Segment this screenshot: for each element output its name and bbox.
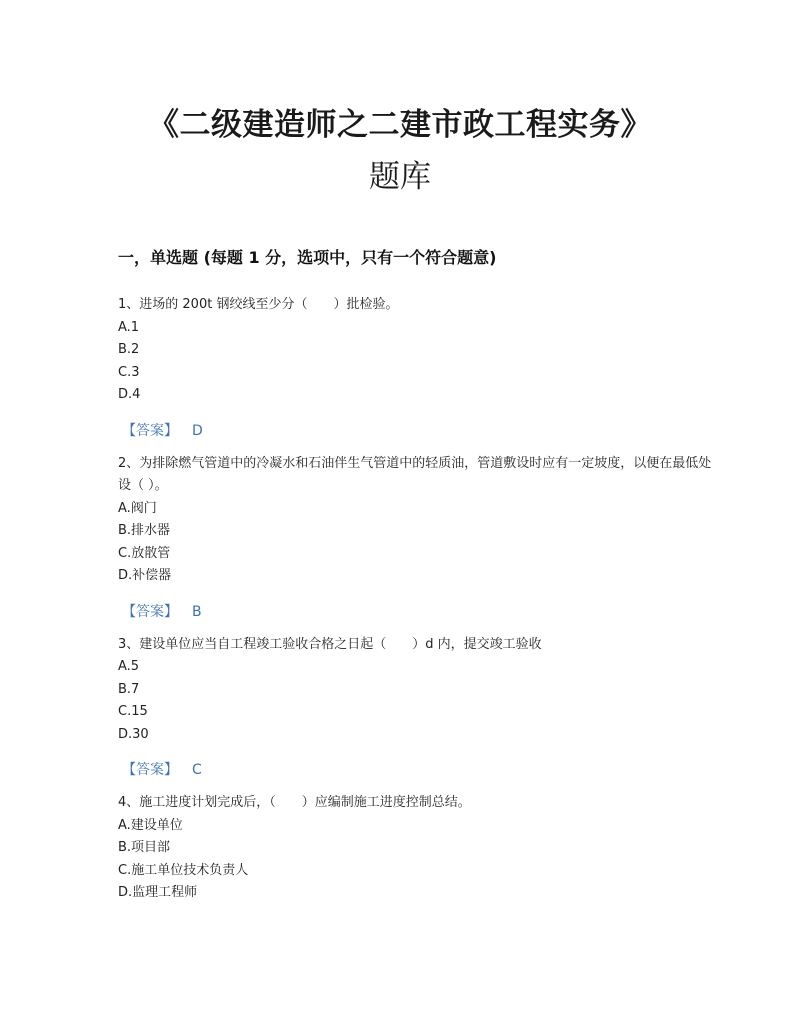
question-stem: 3、建设单位应当自工程竣工验收合格之日起（ ）d 内，提交竣工验收 [118, 636, 542, 652]
question-stem: 4、施工进度计划完成后，（ ）应编制施工进度控制总结。 [118, 795, 471, 810]
document-title [0, 100, 800, 202]
option-d: D.补偿器 [118, 568, 172, 583]
answer-value: C [192, 762, 202, 778]
answer-value: B [192, 603, 202, 620]
option-a: A.建设单位 [118, 817, 183, 833]
section-heading: 一，单选题 (每题 1 分，选项中，只有一个符合题意) [118, 248, 497, 267]
question-list [118, 294, 718, 905]
option-c: C.施工单位技术负责人 [118, 862, 249, 878]
option-d: D.4 [118, 387, 141, 402]
option-b: B.2 [118, 342, 140, 357]
option-a: A.1 [118, 319, 140, 335]
question-3 [118, 634, 718, 782]
option-c: C.15 [118, 704, 148, 719]
question-4 [118, 792, 718, 905]
option-b: B.项目部 [118, 840, 171, 855]
option-a: A.阀门 [118, 500, 157, 516]
question-2 [118, 453, 718, 623]
answer-label: 【答案】 [122, 603, 178, 620]
answer-label: 【答案】 [122, 422, 178, 439]
answer-row [118, 420, 718, 442]
title-line-1: 《二级建造师之二建市政工程实务》 [148, 107, 652, 143]
answer-row [118, 601, 718, 623]
question-1 [118, 294, 718, 442]
answer-value: D [192, 422, 203, 439]
option-a: A.5 [118, 659, 140, 674]
option-b: B.排水器 [118, 523, 171, 538]
option-c: C.放散管 [118, 545, 171, 561]
option-d: D.30 [118, 726, 149, 742]
question-stem: 1、进场的 200t 钢绞线至少分（ ）批检验。 [118, 297, 399, 312]
question-stem: 2、为排除燃气管道中的冷凝水和石油伴生气管道中的轻质油，管道敷设时应有一定坡度，以便在最低处设（ ）。 [118, 455, 712, 493]
title-line-2: 题库 [369, 159, 431, 195]
answer-row [118, 759, 718, 781]
answer-label: 【答案】 [122, 762, 178, 778]
option-b: B.7 [118, 681, 140, 697]
option-c: C.3 [118, 364, 140, 380]
option-d: D.监理工程师 [118, 885, 198, 900]
